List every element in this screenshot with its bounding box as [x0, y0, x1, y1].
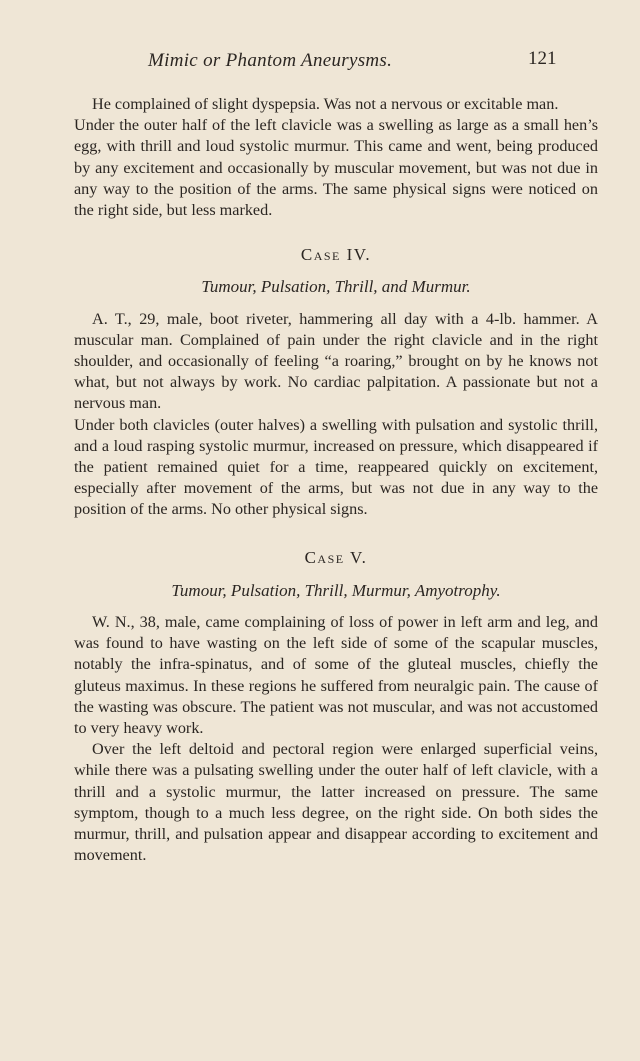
intro-paragraph-2: Under the outer half of the left clavicle was a swelling as large as a small hen’s egg, with thrill and loud systolic murmur. This came and went, being produced by any excitement and occasionally by muscular movement, but was not due in any way to the position of the arms. The same physical signs were noticed on the right side, but less marked.: [74, 116, 598, 220]
page-number: 121: [528, 48, 557, 69]
running-head: [0, 50, 640, 78]
case-5-subtitle: Tumour, Pulsation, Thrill, Murmur, Amyotrophy.: [171, 580, 501, 600]
case-4-paragraph-1: A. T., 29, male, boot riveter, hammering all day with a 4-lb. hammer. A muscular man. Complained of pain under the right clavicle and in the right shoulder, and occasionally of feeling “a roaring,” brought on by he knows not what, but not always by work. No cardiac palpitation. A passionate but not a nervous man.: [74, 309, 598, 413]
case-5-heading: Case V.: [304, 547, 368, 567]
case-4-heading: Case IV.: [300, 245, 372, 265]
case-4-subtitle: Tumour, Pulsation, Thrill, and Murmur.: [201, 277, 471, 297]
case-5-paragraph-1: W. N., 38, male, came complaining of loss of power in left arm and leg, and was found to have wasting on the left side of some of the scapular muscles, notably the infra-spinatus, and of some of the gluteal muscles, chiefly the gluteus maximus. In these regions he suffered from neuralgic pain. The cause of the wasting was obscure. The patient was not muscular, and was not accustomed to very heavy work.: [74, 613, 598, 738]
body-text: [74, 94, 598, 867]
case-4-paragraph-2: Under both clavicles (outer halves) a swelling with pulsation and systolic thrill, and a loud rasping systolic murmur, increased on pressure, which disappeared if the patient remained quiet for a time, reappeared quickly on excitement, especially after movement of the arms, but was not due in any way to the position of the arms. No other physical signs.: [74, 415, 598, 519]
intro-paragraph-1: He complained of slight dyspepsia. Was not a nervous or excitable man.: [92, 95, 559, 113]
case-5-paragraph-2: Over the left deltoid and pectoral region were enlarged superficial veins, while there was a pulsating swelling under the outer half of left clavicle, with a thrill and a systolic murmur, the latter increased on pressure. The same symptom, though to a much less degree, on the right side. On both sides the murmur, thrill, and pulsation appear and disappear according to excitement and movement.: [74, 740, 598, 865]
running-title: Mimic or Phantom Aneurysms.: [148, 50, 393, 71]
